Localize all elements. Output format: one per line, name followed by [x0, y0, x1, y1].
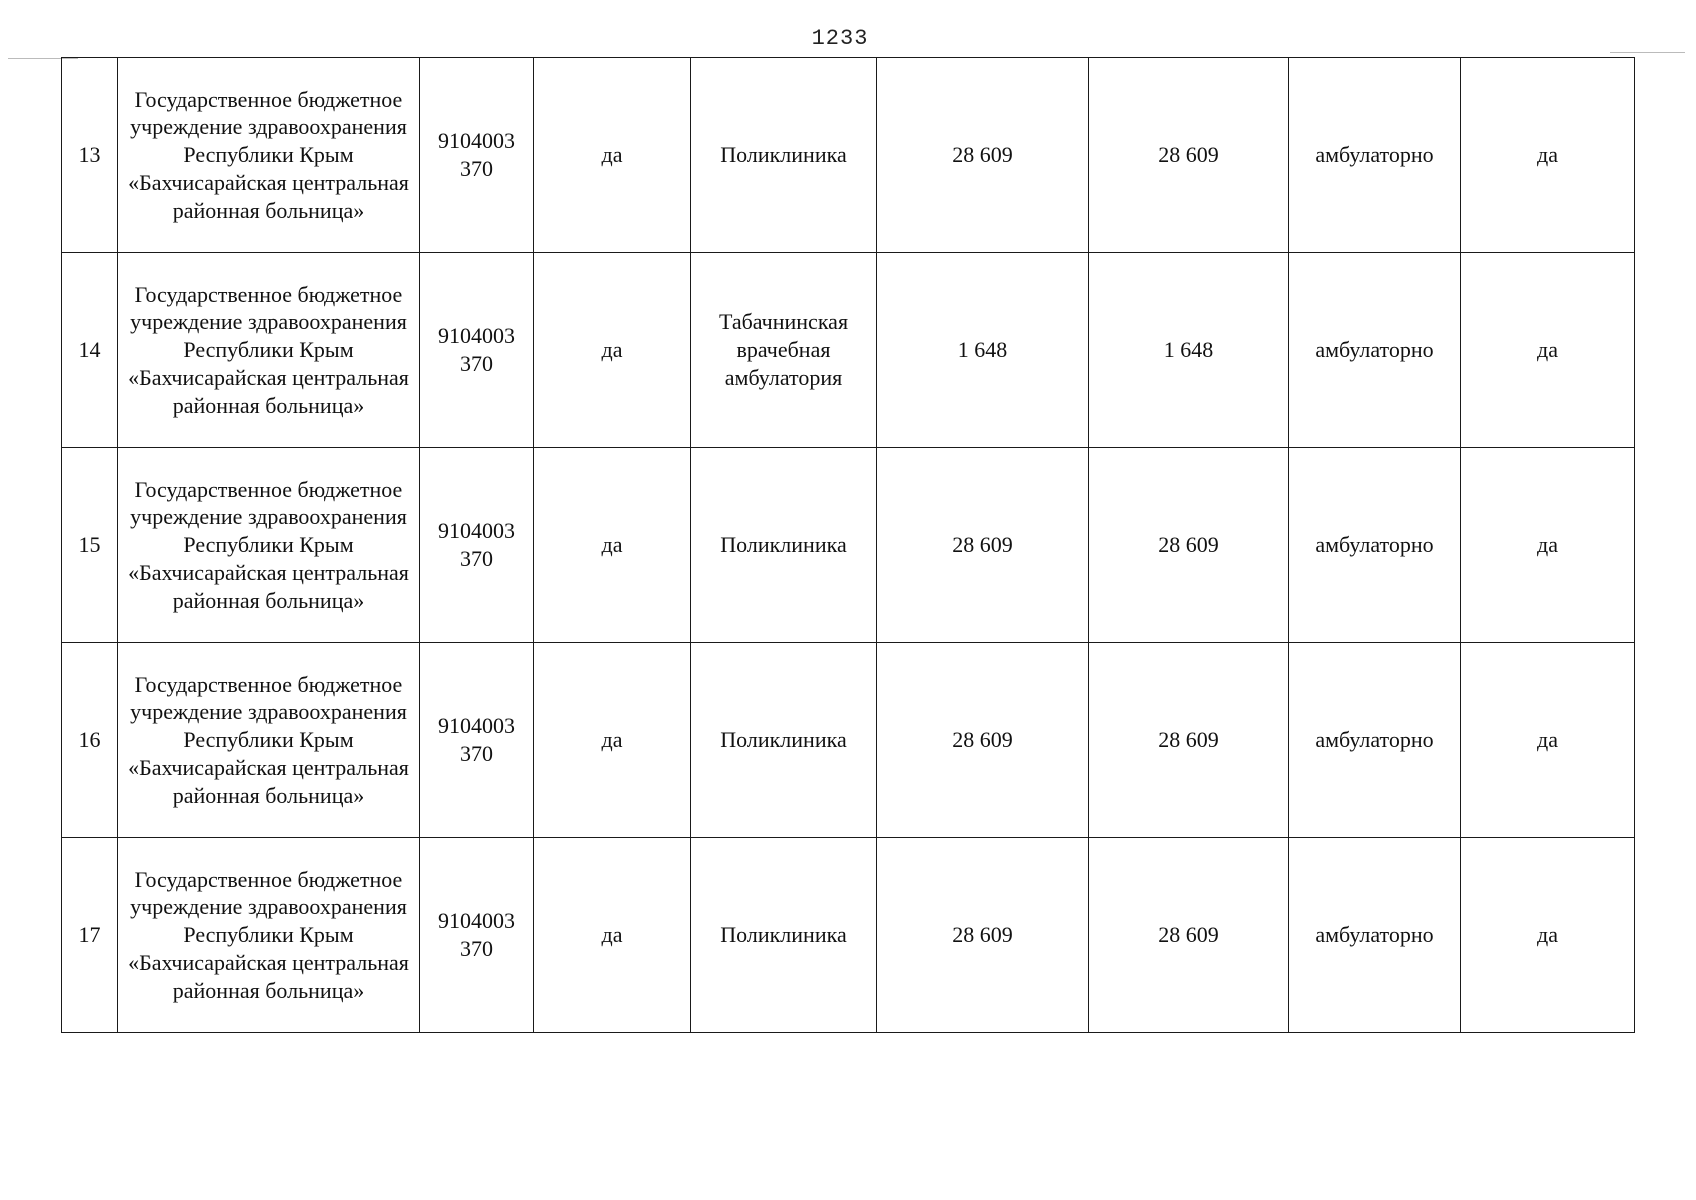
- inn-code: 9104003 370: [420, 253, 534, 448]
- flag-cell-2: да: [1461, 643, 1635, 838]
- value-cell-1: 28 609: [877, 838, 1089, 1033]
- care-form: амбулаторно: [1289, 838, 1461, 1033]
- table-row: [62, 448, 1635, 643]
- facility-name: Поликлиника: [691, 58, 877, 253]
- flag-cell-2: да: [1461, 253, 1635, 448]
- organization-name: Государственное бюджетное учреждение здравоохранения Республики Крым «Бахчисарайская центральная районная больница»: [118, 838, 420, 1033]
- inn-code: 9104003 370: [420, 58, 534, 253]
- flag-cell: да: [534, 838, 691, 1033]
- value-cell-2: 28 609: [1089, 58, 1289, 253]
- scan-artifact-line: [1610, 52, 1685, 53]
- organization-name: Государственное бюджетное учреждение здравоохранения Республики Крым «Бахчисарайская центральная районная больница»: [118, 253, 420, 448]
- flag-cell: да: [534, 643, 691, 838]
- value-cell-2: 28 609: [1089, 448, 1289, 643]
- value-cell-2: 28 609: [1089, 838, 1289, 1033]
- care-form: амбулаторно: [1289, 58, 1461, 253]
- table-row: [62, 838, 1635, 1033]
- registry-table: [61, 57, 1635, 1033]
- row-number: 14: [62, 253, 118, 448]
- flag-cell-2: да: [1461, 58, 1635, 253]
- value-cell-1: 1 648: [877, 253, 1089, 448]
- inn-code: 9104003 370: [420, 448, 534, 643]
- organization-name: Государственное бюджетное учреждение здравоохранения Республики Крым «Бахчисарайская центральная районная больница»: [118, 448, 420, 643]
- inn-code: 9104003 370: [420, 643, 534, 838]
- row-number: 13: [62, 58, 118, 253]
- value-cell-2: 1 648: [1089, 253, 1289, 448]
- flag-cell-2: да: [1461, 448, 1635, 643]
- care-form: амбулаторно: [1289, 643, 1461, 838]
- flag-cell-2: да: [1461, 838, 1635, 1033]
- facility-name: Поликлиника: [691, 838, 877, 1033]
- table-row: [62, 58, 1635, 253]
- organization-name: Государственное бюджетное учреждение здравоохранения Республики Крым «Бахчисарайская центральная районная больница»: [118, 58, 420, 253]
- value-cell-1: 28 609: [877, 58, 1089, 253]
- flag-cell: да: [534, 58, 691, 253]
- care-form: амбулаторно: [1289, 253, 1461, 448]
- row-number: 16: [62, 643, 118, 838]
- care-form: амбулаторно: [1289, 448, 1461, 643]
- value-cell-1: 28 609: [877, 448, 1089, 643]
- row-number: 17: [62, 838, 118, 1033]
- inn-code: 9104003 370: [420, 838, 534, 1033]
- table-row: [62, 643, 1635, 838]
- value-cell-1: 28 609: [877, 643, 1089, 838]
- page-number: 1233: [811, 26, 869, 51]
- organization-name: Государственное бюджетное учреждение здравоохранения Республики Крым «Бахчисарайская центральная районная больница»: [118, 643, 420, 838]
- facility-name: Табачнинская врачебная амбулатория: [691, 253, 877, 448]
- facility-name: Поликлиника: [691, 448, 877, 643]
- row-number: 15: [62, 448, 118, 643]
- table-row: [62, 253, 1635, 448]
- value-cell-2: 28 609: [1089, 643, 1289, 838]
- facility-name: Поликлиника: [691, 643, 877, 838]
- flag-cell: да: [534, 448, 691, 643]
- flag-cell: да: [534, 253, 691, 448]
